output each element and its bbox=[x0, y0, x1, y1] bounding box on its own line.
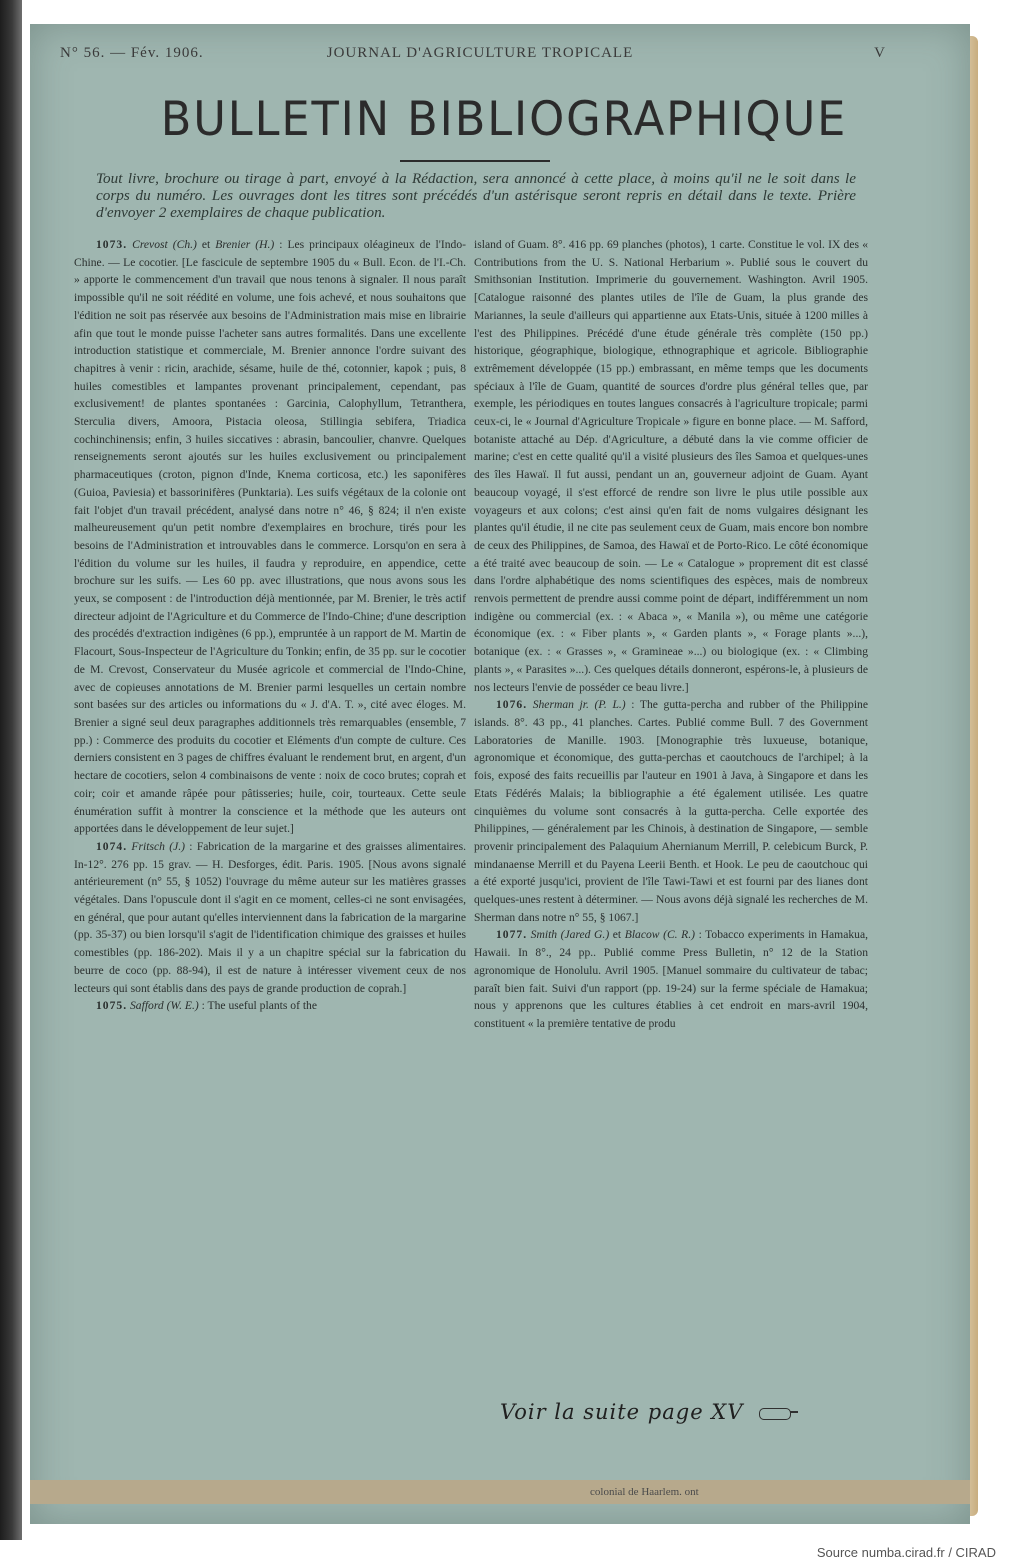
entry-text: : Tobacco experiments in Hamakua, Hawaii. In 8°., 24 pp.. Publié comme Press Bulletin, n° 12 de la Station agronomique de Honolulu. Avril 1905. [Manuel sommaire du cultivateur de tabac; paraît bien fait. Suivi d'un rapport (pp. 19-24) sur la ferme spéciale de Hamakua; nous y apprenons que les cultures établies à cet endroit en mars-avril 1904, constituent « la première tentative de produ bbox=[474, 928, 868, 1030]
entry-number: 1076. bbox=[496, 698, 528, 712]
underlying-page-text: colonial de Haarlem. ont bbox=[590, 1486, 699, 1498]
entry-author: Sherman jr. (P. L.) bbox=[532, 698, 626, 712]
journal-name: JOURNAL D'AGRICULTURE TROPICALE bbox=[326, 45, 634, 61]
entry-conjunction: et bbox=[612, 928, 622, 942]
pointing-hand-icon bbox=[759, 1408, 791, 1420]
entry-author: Blacow (C. R.) bbox=[624, 928, 695, 942]
entry-author: Brenier (H.) bbox=[215, 238, 275, 251]
entry-1073 bbox=[74, 236, 466, 838]
intro-notice: Tout livre, brochure ou tirage à part, envoyé à la Rédaction, sera annoncé à cette place, à moins qu'il ne le soit dans le corps du numéro. Les ouvrages dont les titres sont précédés d'un astérisque seront repris en détail dans le texte. Prière d'envoyer 2 exemplaires de chaque publication. bbox=[96, 170, 856, 221]
continuation-text: Voir la suite page XV bbox=[500, 1400, 744, 1424]
entry-1074 bbox=[74, 838, 466, 997]
right-column bbox=[474, 236, 868, 1033]
title-rule bbox=[400, 160, 550, 162]
entry-number: 1077. bbox=[496, 928, 528, 942]
page-title: BULLETIN BIBLIOGRAPHIQUE bbox=[160, 92, 848, 147]
entry-text: : Fabrication de la margarine et des graisses alimentaires. In-12°. 276 pp. 15 grav. — H. Desforges, édit. Paris. 1905. [Nous avons signalé antérieurement (n° 55, § 1052) l'ouvrage du même auteur sur les matières grasses végétales. Dans l'opuscule dont il s'agit en ce moment, celles-ci ne sont envisagées, en général, que pour autant qu'elles interviennent dans la fabrication de la margarine (pp. 35-37) ou bien lorsqu'il s'agit de l'identification chimique des graisses et huiles comestibles (pp. 186-202). Mais il y a un chapitre spécial sur la fabrication du beurre de coco (pp. 88-94), il est de nature à intéresser vivement ceux de nos lecteurs qui sont établis dans des pays de grande production de coprah.] bbox=[74, 839, 466, 995]
entry-1076 bbox=[474, 696, 868, 926]
entry-author: Fritsch (J.) bbox=[131, 839, 185, 853]
entry-author: Smith (Jared G.) bbox=[530, 928, 610, 942]
entry-text: island of Guam. 8°. 416 pp. 69 planches (photos), 1 carte. Constitue le vol. IX des « Contributions from the U. S. National Herbarium ». Publié sous le couvert du Smithsonian Institution. Imprimerie du gouvernement. Washington. Avril 1905. [Catalogue raisonné des plantes utiles de l'île de Guam, la plus grande des Mariannes, la seule d'ailleurs qui appartienne aux Etats-Unis, située à 1200 milles à l'est des Philippines. Précédé d'une étude générale très complète (150 pp.) historique, géographique, biologique, ethnographique et agricole. Bibliographie extrêmement développée (15 pp.) embrassant, en même temps que les documents spéciaux à l'île de Guam, quantité de sources d'ordre plus général telles que, par exemple, les périodiques en toutes langues consacrés à l'agriculture tropicale; parmi ceux-ci, le « Journal d'Agriculture Tropicale » figure en bonne place. — M. Safford, botaniste attaché au Dép. d'Agriculture, a débuté dans la vie comme officier de marine; c'est en cette qualité qu'il a visité plusieurs des îles Samoa et quelques-unes des îles Hawaï. Il fut aussi, pendant un an, gouverneur adjoint de Guam. Ayant beaucoup voyagé, il s'est efforcé de rendre son livre le plus utile possible aux voyageurs et aux colons; c'est ainsi qu'en fait de noms vulgaires désignant les plantes qu'il étudie, il ne cite pas seulement ceux de Guam, mais encore bon nombre de ceux des Philippines, de Samoa, des Hawaï et de Porto-Rico. Le côté économique a été traité avec beaucoup de soin. — Le « Catalogue » proprement dit est classé dans l'ordre alphabétique des noms scientifiques des espèces, mais de nombreux renvois permettent de prendre aussi comme point de départ, indifféremment un nom indigène ou commercial (ex. : « Abaca », « Manila »), ou même une catégorie économique (ex. : « Fiber plants », « Garden plants », « Forage plants »...), botanique (ex. : « Grasses », « Gramineae »...) ou biologique (ex. : « Climbing plants », « Parasites »...). Ces quelques détails donneront, espérons-le, à plusieurs de nos lecteurs l'envie de posséder ce beau livre.] bbox=[474, 238, 868, 694]
journal-page bbox=[30, 24, 970, 1524]
entry-conjunction: et bbox=[201, 238, 211, 251]
entry-number: 1074. bbox=[96, 839, 128, 853]
entry-author: Crevost (Ch.) bbox=[132, 238, 197, 251]
source-credit: Source numba.cirad.fr / CIRAD bbox=[816, 1545, 996, 1560]
page-number: V bbox=[874, 45, 886, 61]
left-column bbox=[74, 236, 466, 1015]
issue-number: N° 56. — Fév. 1906. bbox=[60, 45, 204, 61]
entry-text: : Les principaux oléagineux de l'Indo-Chine. — Le cocotier. [Le fascicule de septembre 1905 du « Bull. Econ. de l'I.-Ch. » apporte le commencement d'un travail que nous tenons à signaler. Il nous paraît impossible qu'il ne soit réédité en volume, une fois achevé, et nous souhaitons que l'édition ne soit pas réservée aux besoins de l'Administration mais mise en librairie afin que tout le monde puisse l'acheter sans autres formalités. Dans une excellente introduction statistique et commerciale, M. Brenier annonce l'ordre suivant des chapitres à venir : ricin, arachide, sésame, huile de thé, cotonnier, kapok ; puis, 8 huiles comestibles et lampantes provenant principalement, cependant, pas exclusivement! de plantes spontanées : Garcinia, Calophyllum, Tetranthera, Sterculia divers, Amoora, Pistacia oleosa, Stillingia sebifera, Triadica cochinchinensis; enfin, 3 huiles siccatives : abrasin, bancoulier, chanvre. Quelques renseignements seront ajoutés sur les huiles exclusivement ou principalement pharmaceutiques (croton, pignon d'Inde, Knema corticosa, etc.) les saponifères (Guioa, Paviesia) et bassorinifères (Punktaria). Les suifs végétaux de la colonie ont fait l'objet d'un travail précédent, analysé dans notre n° 46, § 824; il n'en existe malheureusement qu'un petit nombre d'exemplaires en brochure, tirés pour les besoins de l'Administration et introuvables dans le commerce. Lorsqu'on en sera à l'édition du volume sur les huiles, il faudra y reproduire, en appendice, cette brochure sur les suifs. — Les 60 pp. avec illustrations, que nous avons sous les yeux, se composent : de l'introduction déjà mentionnée, par M. Brenier, le très actif directeur adjoint de l'Agriculture et du Commerce de l'Indo-Chine; d'une description des procédés d'extraction indigènes (6 pp.), empruntée à un rapport de M. Martin de Flacourt, Sous-Inspecteur de l'Agriculture du Tonkin; enfin, de 35 pp. sur le cocotier de M. Crevost, Conservateur du Musée agricole et commercial de l'Indo-Chine, avec de copieuses annotations de M. Brenier parmi lesquelles un certain nombre sont basées sur des articles ou informations du « J. d'A. T. », cité avec éloges. M. Brenier a signé seul deux paragraphes additionnels très remarquables (ensemble, 7 pp.) : Commerce des produits du cocotier et Eléments d'un compte de culture. Ces derniers consistent en 3 pages de chiffres évaluant le rendement brut, en argent, d'un hectare de cocotiers, selon 4 combinaisons de vente : noix de coco brutes; coprah et coir; coir et amande râpée pour pâtisseries; huile, coir, tourteaux. Cette seule énumération suffit à montrer la conscience et la méthode que les auteurs ont apportées dans le développement de leur sujet.] bbox=[74, 238, 466, 836]
underlying-page-strip bbox=[30, 1480, 970, 1504]
continuation-note bbox=[500, 1400, 860, 1424]
entry-1075-continued bbox=[474, 236, 868, 696]
entry-author: Safford (W. E.) bbox=[130, 999, 199, 1013]
entry-number: 1073. bbox=[96, 238, 128, 251]
entry-1077 bbox=[474, 926, 868, 1032]
entry-text: : The gutta-percha and rubber of the Philippine islands. 8°. 43 pp., 41 planches. Cartes. Publié comme Bull. 7 des Government Laboratories de Manille. 1903. [Monographie très luxueuse, botanique, agronomique et économique, des gutta-perchas et caoutchoucs de l'archipel; à la fois, exposé des faits recueillis par l'auteur en 1901 à Java, à Singapore et dans les Etats Fédérés Malais; la bibliographie a été également utilisée. Les quatre cinquièmes du volume sont consacrés à la gutta-percha. Celle exportée des Philippines, — généralement par les Chinois, à destination de Singapore, — semble provenir principalement des Palaquium Ahernianum Merrill, P. celebicum Burck, P. mindanaense Merrill et du Payena Leerii Benth. et Hook. Le peu de caoutchouc qui a été exporté jusqu'ici, provient de l'île Tawi-Tawi et est fourni par des lianes dont quelques-unes restent à déterminer. — Nous avons déjà signalé les recherches de M. Sherman dans notre n° 55, § 1067.] bbox=[474, 698, 868, 924]
entry-text: : The useful plants of the bbox=[201, 999, 317, 1013]
entry-1075-start bbox=[74, 997, 466, 1015]
book-binding bbox=[0, 0, 22, 1540]
entry-number: 1075. bbox=[96, 999, 128, 1013]
